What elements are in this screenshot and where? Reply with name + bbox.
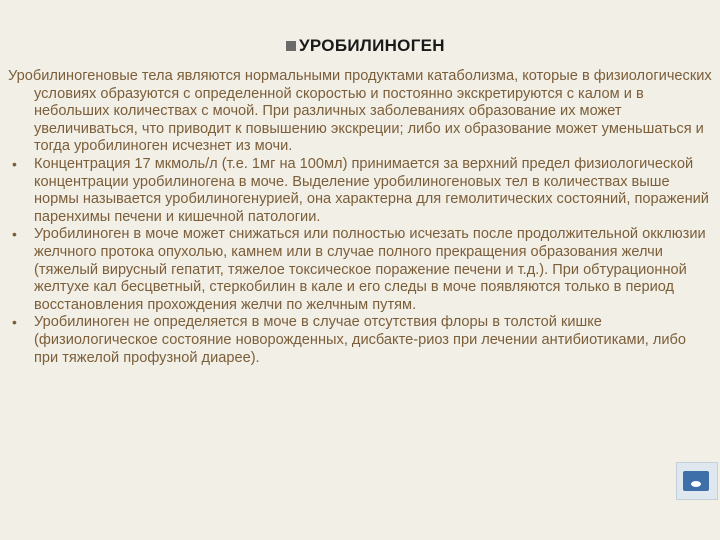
bullet-item xyxy=(8,156,712,226)
slide-title xyxy=(286,36,445,56)
square-bullet-icon xyxy=(286,41,296,51)
slide-body xyxy=(8,68,712,367)
bullet-icon: • xyxy=(12,155,17,172)
title-text: УРОБИЛИНОГЕН xyxy=(299,36,445,55)
bullet-item xyxy=(8,314,712,367)
decorative-image xyxy=(676,462,718,500)
bullet-text: Концентрация 17 мкмоль/л (т.е. 1мг на 100мл) принимается за верхний предел физиологической концентрации уробилиногена в моче. Выделение уробилиногеновых тел в количествах выше нормы называется уробилиногенурией, она характерна для гемолитических состояний, поражений паренхимы печени и кишечной патологии. xyxy=(34,155,709,225)
bullet-text: Уробилиноген в моче может снижаться или полностью исчезать после продолжительной окклюзии желчного протока опухолью, камнем или в случае полного прекращения образования желчи (тяжелый вирусный гепатит, тяжелое токсическое поражение печени и т.д.). При обтурационной желтухе кал бесцветный, стеркобилин в кале и его следы в моче появляются только в период восстановления прохождения желчи по желчным путям. xyxy=(34,226,706,313)
intro-paragraph: Уробилиногеновые тела являются нормальными продуктами катаболизма, которые в физиологических условиях образуются с определенной скоростью и постоянно экскретируются с калом и в небольших количествах с мочой. При различных заболеваниях образование их может увеличиваться, что приводит к повышению экскреции; либо их образование может уменьшаться и тогда уробилиноген исчезнет из мочи. xyxy=(8,68,712,155)
bullet-item xyxy=(8,226,712,314)
picture-icon xyxy=(683,471,709,491)
bullet-icon: • xyxy=(12,226,17,243)
bullet-text: Уробилиноген не определяется в моче в случае отсутствия флоры в толстой кишке (физиологическое состояние новорожденных, дисбакте-риоз при лечении антибиотиками, либо при тяжелой профузной диарее). xyxy=(34,314,686,366)
bullet-icon: • xyxy=(12,314,17,331)
